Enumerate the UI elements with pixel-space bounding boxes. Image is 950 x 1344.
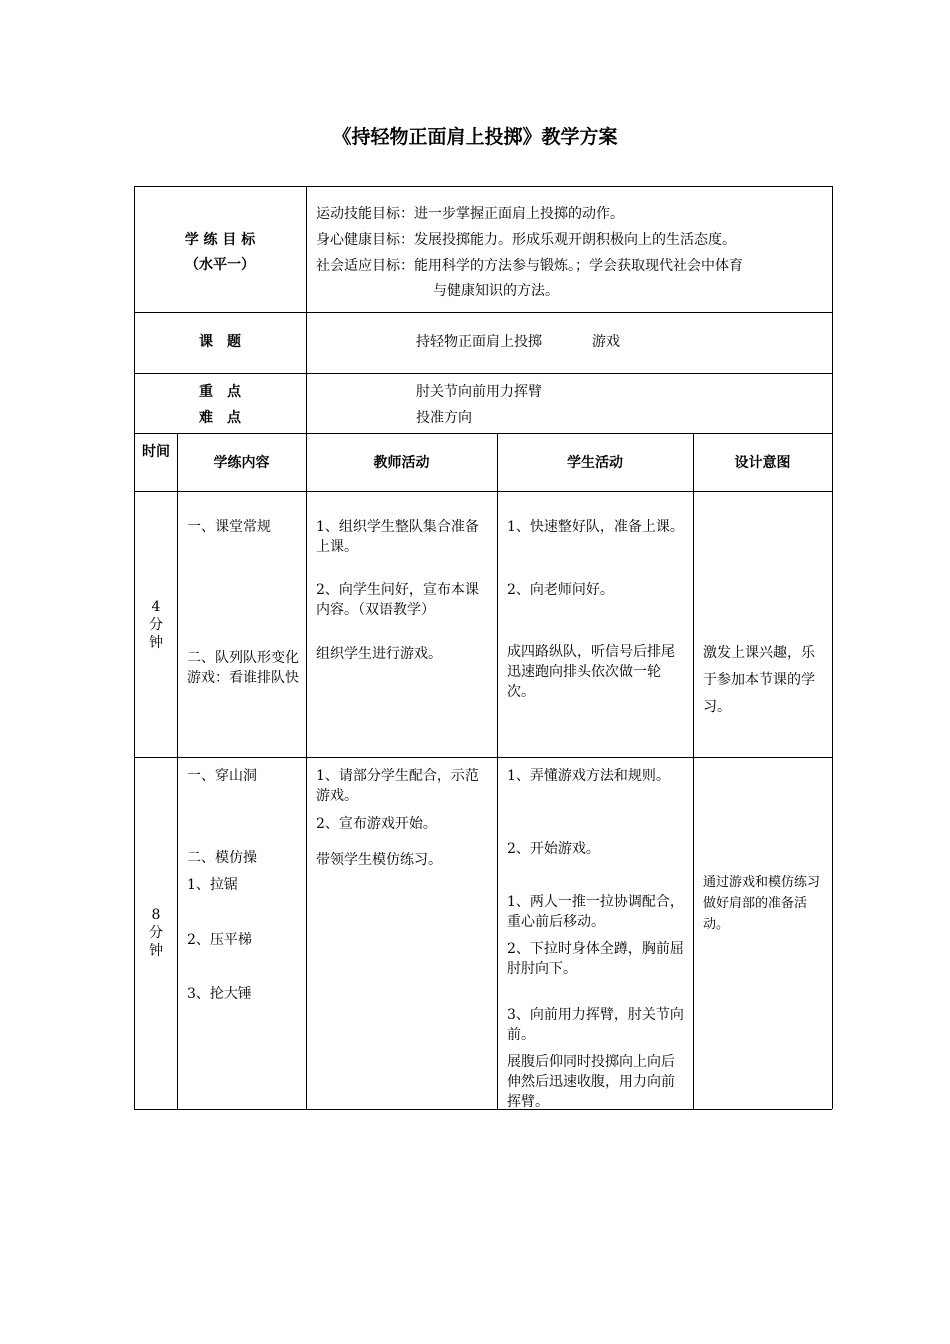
section2-teacher: 2、宣布游戏开始。 — [316, 816, 437, 832]
objective-line: 与健康知识的方法。 — [433, 283, 559, 299]
section2-student: 1、两人一推一拉协调配合，重心前后移动。 — [507, 894, 684, 930]
header-student: 学生活动 — [567, 455, 623, 471]
section1-teacher: 1、组织学生整队集合准备上课。 — [316, 519, 479, 555]
topic-value: 持轻物正面肩上投掷 — [416, 334, 542, 350]
section1-teacher: 组织学生进行游戏。 — [316, 646, 442, 662]
page-title: 《持轻物正面肩上投掷》教学方案 — [332, 126, 618, 148]
section2-content: 2、压平梯 — [187, 932, 252, 948]
section1-content: 二、队列队形变化游戏：看谁排队快 — [187, 650, 299, 686]
difficulty-value: 投准方向 — [416, 410, 472, 426]
section1-time: 4分钟 — [149, 599, 163, 651]
section2-time: 8分钟 — [149, 907, 163, 959]
header-design: 设计意图 — [734, 455, 791, 471]
section1-student: 成四路纵队，听信号后排尾迅速跑向排头依次做一轮次。 — [507, 644, 675, 700]
section2-student: 1、弄懂游戏方法和规则。 — [507, 768, 670, 784]
section2-student: 3、向前用力挥臂，肘关节向前。 — [507, 1007, 684, 1043]
section1-content: 一、课堂常规 — [187, 519, 271, 535]
section2-content: 一、穿山洞 — [187, 768, 257, 784]
section2-student: 2、开始游戏。 — [507, 841, 600, 857]
header-content: 学练内容 — [213, 455, 270, 471]
section2-student: 展腹后仰同时投掷向上向后伸然后迅速收腹，用力向前挥臂。 — [507, 1054, 675, 1110]
topic-label: 课 题 — [199, 334, 241, 350]
section2-design: 通过游戏和模仿练习做好肩部的准备活动。 — [703, 875, 821, 932]
section2-content: 3、抡大锤 — [187, 986, 252, 1002]
section1-teacher: 2、向学生问好，宣布本课内容。（双语教学） — [316, 582, 479, 618]
section1-student: 1、快速整好队，准备上课。 — [507, 519, 684, 535]
section1-student: 2、向老师问好。 — [507, 582, 614, 598]
objective-line: 社会适应目标：能用科学的方法参与锻炼。；学会获取现代社会中体育 — [316, 258, 743, 274]
difficulty-label: 难 点 — [199, 410, 241, 426]
section2-content: 1、拉锯 — [187, 877, 238, 893]
objectives-label: 学 练 目 标 — [184, 232, 256, 248]
header-time: 时间 — [142, 444, 170, 460]
section2-content: 二、模仿操 — [187, 850, 257, 866]
objectives-level: （水平一） — [185, 257, 255, 273]
section2-student: 2、下拉时身体全蹲，胸前屈肘肘向下。 — [507, 941, 684, 977]
objective-line: 运动技能目标：进一步掌握正面肩上投掷的动作。 — [316, 206, 624, 222]
objective-line: 身心健康目标：发展投掷能力。形成乐观开朗积极向上的生活态度。 — [316, 232, 736, 248]
section2-teacher: 带领学生模仿练习。 — [316, 852, 442, 868]
header-teacher: 教师活动 — [373, 455, 430, 471]
keypoint-value: 肘关节向前用力挥臂 — [416, 384, 542, 400]
section2-teacher: 1、请部分学生配合，示范游戏。 — [316, 768, 479, 804]
keypoint-label: 重 点 — [199, 384, 241, 400]
topic-game: 游戏 — [592, 334, 620, 350]
section1-design: 激发上课兴趣，乐于参加本节课的学习。 — [703, 645, 815, 715]
